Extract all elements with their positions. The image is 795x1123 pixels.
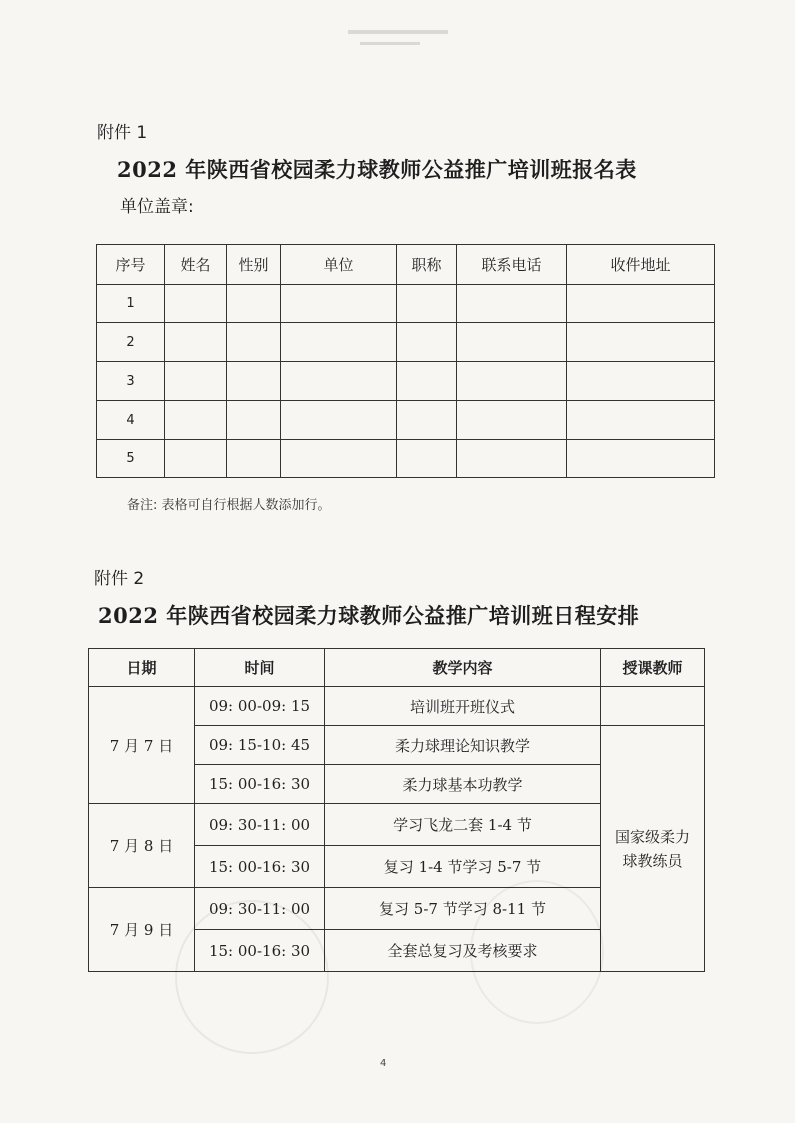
cell-phone[interactable] [457,285,567,323]
cell-title[interactable] [397,401,457,440]
cell-unit[interactable] [281,285,397,323]
time-cell: 09: 15-10: 45 [195,726,325,765]
content-cell: 培训班开班仪式 [325,687,601,726]
page-number: 4 [380,1058,387,1069]
teacher-cell-empty [601,687,705,726]
teacher-cell [601,726,705,972]
cell-gender[interactable] [227,362,281,401]
row-index: 2 [97,323,165,362]
table-row [97,401,715,440]
time-cell: 15: 00-16: 30 [195,846,325,888]
table-row [97,285,715,323]
cell-gender[interactable] [227,323,281,362]
time-cell: 15: 00-16: 30 [195,765,325,804]
time-cell: 09: 30-11: 00 [195,804,325,846]
cell-phone[interactable] [457,323,567,362]
cell-unit[interactable] [281,362,397,401]
table-header-row [89,649,705,687]
cell-title[interactable] [397,285,457,323]
date-cell: 7 月 8 日 [89,804,195,888]
attachment2-label: 附件 2 [94,569,145,589]
scan-mark [360,42,420,45]
cell-phone[interactable] [457,401,567,440]
cell-name[interactable] [165,440,227,478]
cell-unit[interactable] [281,440,397,478]
table-row [97,323,715,362]
cell-name[interactable] [165,285,227,323]
cell-name[interactable] [165,401,227,440]
cell-unit[interactable] [281,323,397,362]
cell-phone[interactable] [457,440,567,478]
header-time: 时间 [195,649,325,687]
cell-address[interactable] [567,362,715,401]
header-index: 序号 [97,245,165,285]
header-teacher: 授课教师 [601,649,705,687]
row-index: 1 [97,285,165,323]
cell-title[interactable] [397,323,457,362]
row-index: 4 [97,401,165,440]
content-cell: 全套总复习及考核要求 [325,930,601,972]
content-cell: 柔力球理论知识教学 [325,726,601,765]
cell-phone[interactable] [457,362,567,401]
cell-title[interactable] [397,362,457,401]
header-gender: 性别 [227,245,281,285]
row-index: 5 [97,440,165,478]
attachment1-title: 2022 年陕西省校园柔力球教师公益推广培训班报名表 [117,157,637,182]
header-name: 姓名 [165,245,227,285]
cell-address[interactable] [567,323,715,362]
content-cell: 复习 1-4 节学习 5-7 节 [325,846,601,888]
stamp-trace [175,900,329,1054]
registration-table [96,244,715,478]
cell-name[interactable] [165,362,227,401]
scan-mark [348,30,448,34]
cell-title[interactable] [397,440,457,478]
cell-address[interactable] [567,285,715,323]
content-cell: 学习飞龙二套 1-4 节 [325,804,601,846]
header-content: 教学内容 [325,649,601,687]
date-cell: 7 月 7 日 [89,687,195,804]
cell-gender[interactable] [227,440,281,478]
teacher-text: 国家级柔力球教练员 [614,827,690,870]
stamp-label: 单位盖章: [120,197,194,217]
cell-name[interactable] [165,323,227,362]
table-row [97,362,715,401]
table-row [97,440,715,478]
header-phone: 联系电话 [457,245,567,285]
content-cell: 柔力球基本功教学 [325,765,601,804]
schedule-table [88,648,705,972]
time-cell: 09: 00-09: 15 [195,687,325,726]
cell-unit[interactable] [281,401,397,440]
attachment2-title: 2022 年陕西省校园柔力球教师公益推广培训班日程安排 [98,603,640,628]
cell-gender[interactable] [227,285,281,323]
cell-gender[interactable] [227,401,281,440]
time-cell: 15: 00-16: 30 [195,930,325,972]
cell-address[interactable] [567,401,715,440]
table-header-row [97,245,715,285]
date-cell: 7 月 9 日 [89,888,195,972]
header-unit: 单位 [281,245,397,285]
table-note: 备注: 表格可自行根据人数添加行。 [127,498,331,513]
content-cell: 复习 5-7 节学习 8-11 节 [325,888,601,930]
time-cell: 09: 30-11: 00 [195,888,325,930]
attachment1-label: 附件 1 [97,123,148,143]
header-date: 日期 [89,649,195,687]
stamp-trace [470,880,604,1024]
row-index: 3 [97,362,165,401]
header-address: 收件地址 [567,245,715,285]
header-title: 职称 [397,245,457,285]
cell-address[interactable] [567,440,715,478]
table-row [89,687,705,726]
